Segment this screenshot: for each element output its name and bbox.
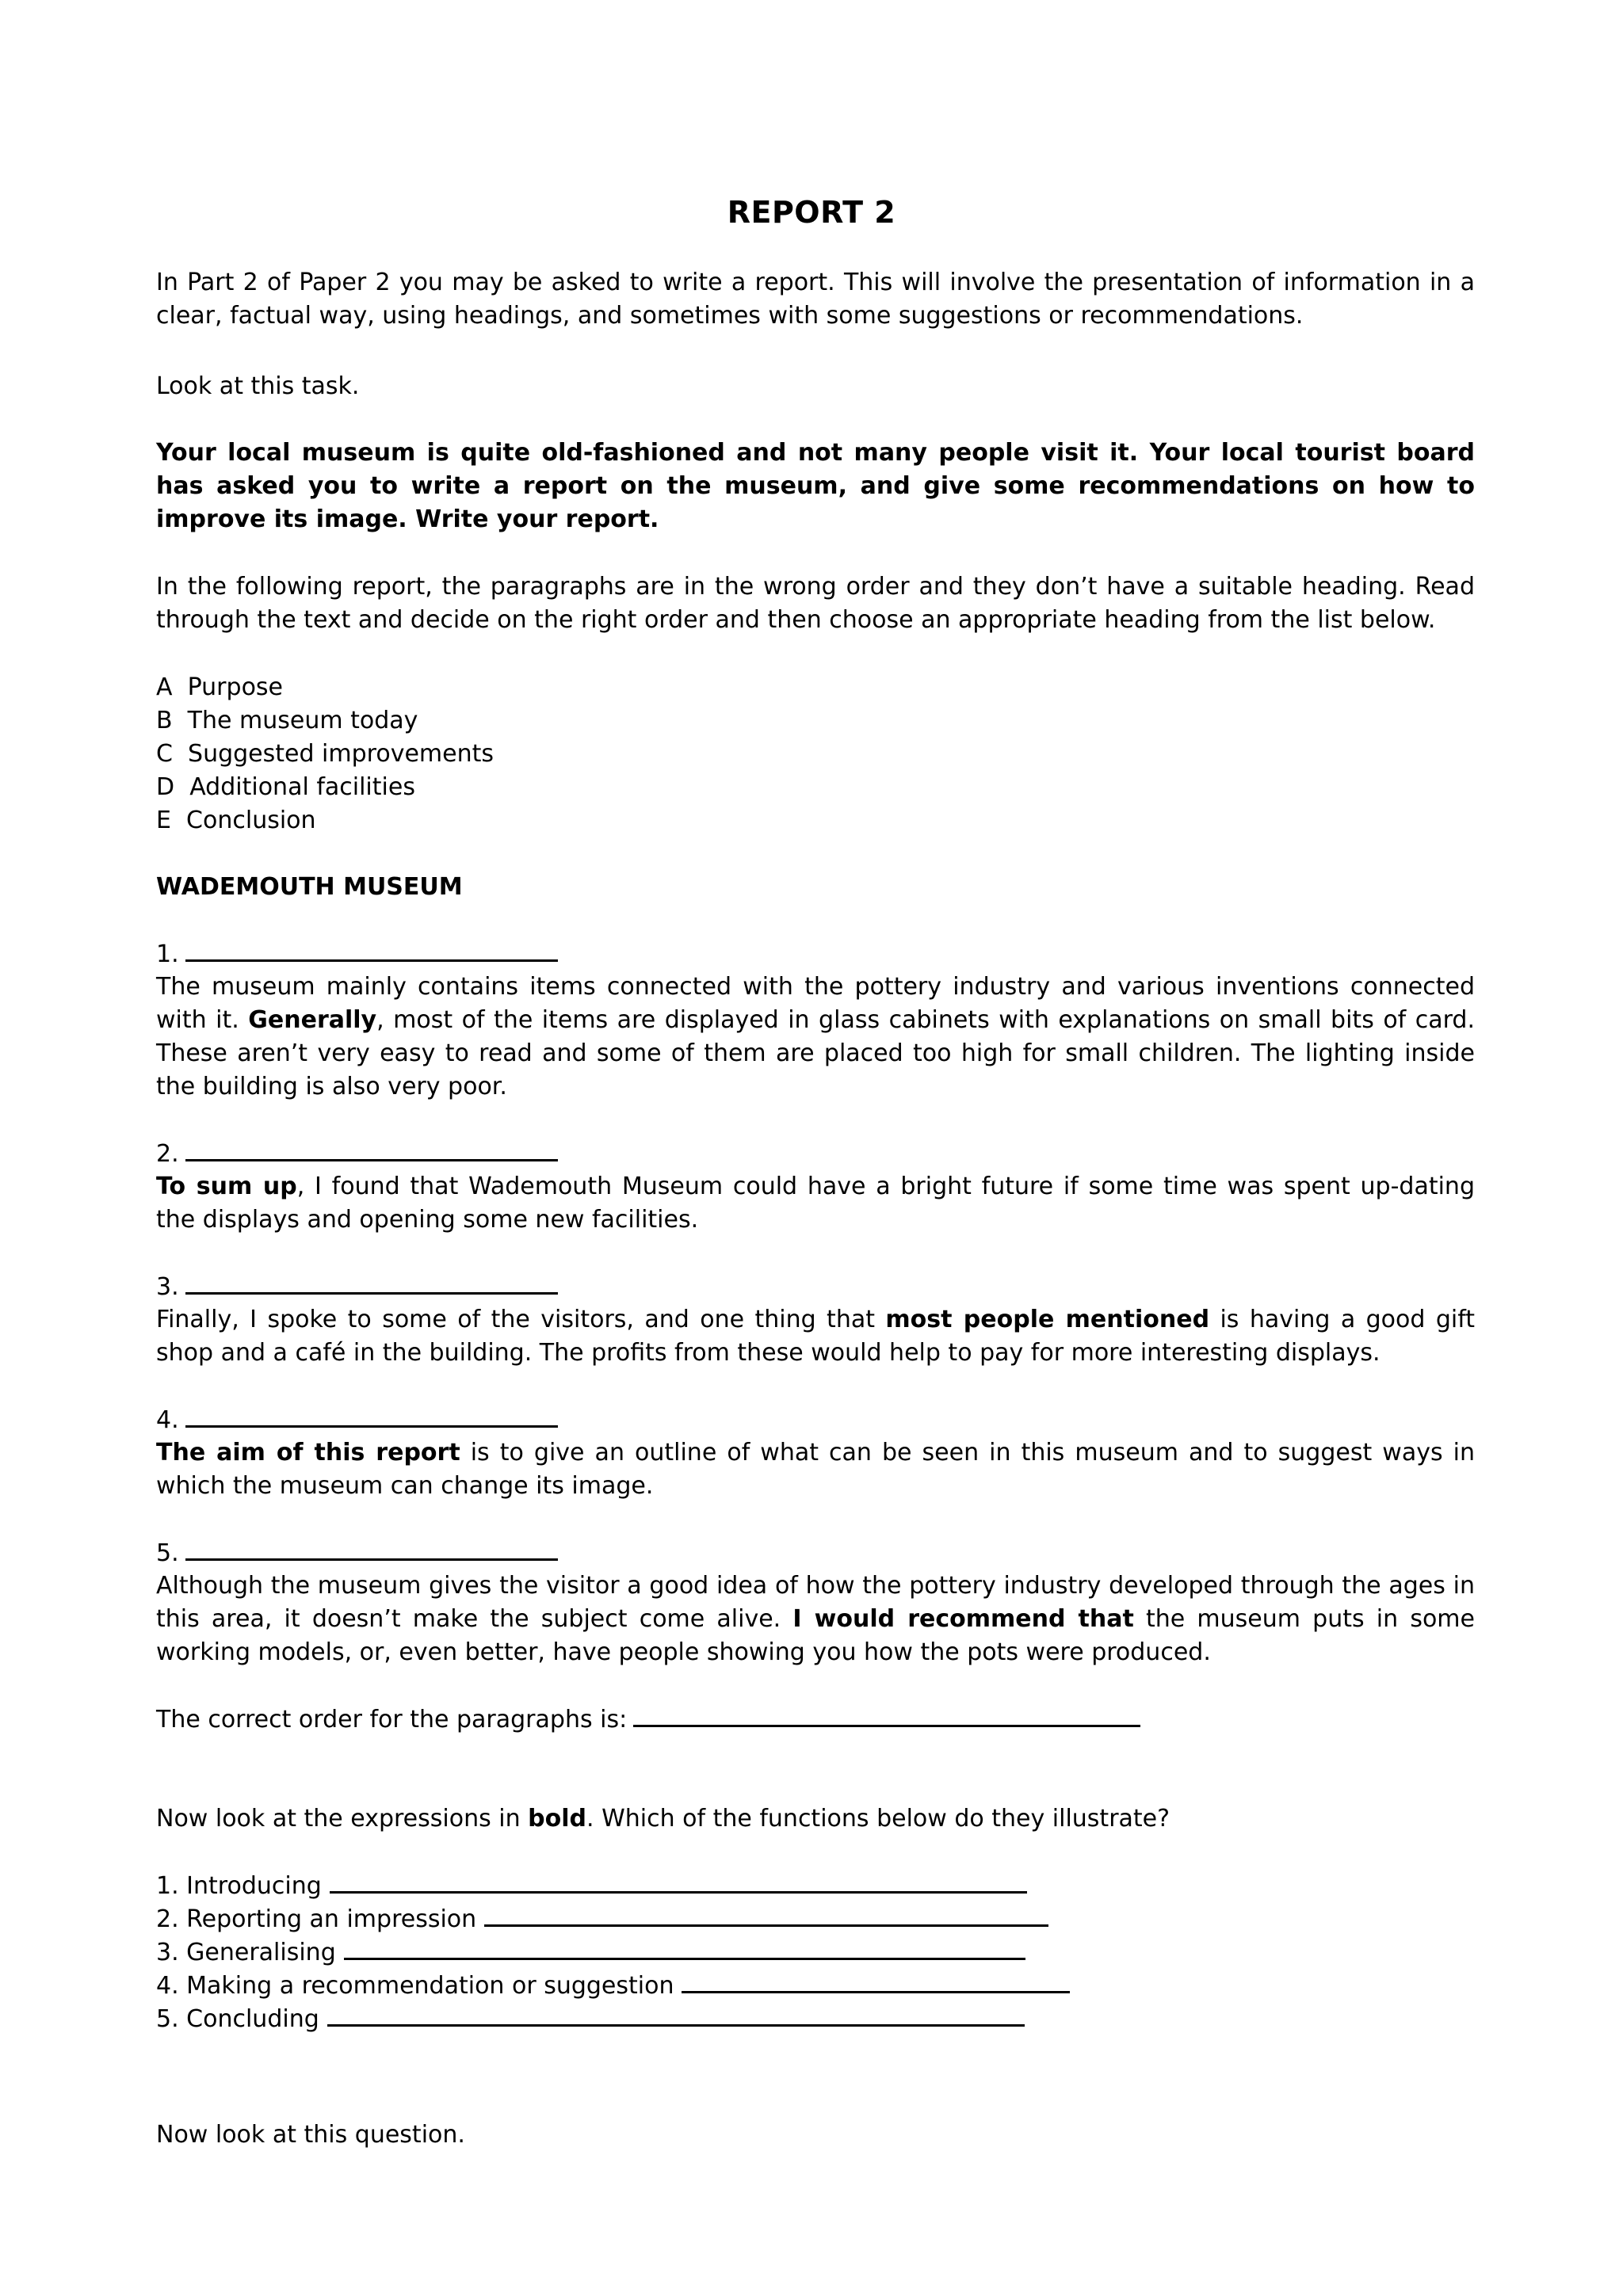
question-text: Now look at the expressions in [156,1805,529,1833]
function-answer-blank[interactable] [330,1869,1027,1894]
paragraph-number: 3. [156,1273,179,1301]
paragraph-1-heading-line [156,937,558,971]
function-item [156,1936,1025,1970]
function-item [156,1869,1027,1903]
order-answer-blank[interactable] [633,1703,1140,1727]
function-label: 4. Making a recommendation or suggestion [156,1972,674,2000]
intro-paragraph: In Part 2 of Paper 2 you may be asked to write a report. This will involve the presentation of information in a clear, factual way, using headings, and sometimes with some suggestions or recommendations. [156,269,1475,330]
paragraph-number: 4. [156,1406,179,1434]
paragraph-text: is to give an outline of what can be seen in this museum and to suggest ways in which the museum can change its image. [156,1439,1475,1500]
task-prompt: Your local museum is quite old-fashioned and not many people visit it. Your local tourist board has asked you to write a report on the museum, and give some recommendations on how to improve its image. Write your report. [156,439,1475,533]
heading-option-b [156,704,418,738]
heading-option-letter: E [156,807,171,834]
paragraph-number: 2. [156,1140,179,1168]
function-label: 5. Concluding [156,2005,319,2033]
report-title: WADEMOUTH MUSEUM [156,873,463,901]
paragraph-2-body [156,1170,1475,1237]
order-prompt: The correct order for the paragraphs is: [156,1706,628,1733]
bold-expression: To sum up [156,1173,297,1200]
bold-expression: most people mentioned [885,1306,1210,1333]
function-answer-blank[interactable] [327,2002,1025,2027]
paragraph-text: the museum puts in some working models, or, even better, have people showing you how the pots were produced. [156,1605,1475,1666]
function-item [156,1969,1070,2003]
paragraph-text: The museum mainly contains items connected with the pottery industry and various inventions connected with it. [156,973,1475,1034]
heading-option-c [156,738,494,771]
paragraph-text: is having a good gift shop and a café in the building. The profits from these would help to pay for more interesting displays. [156,1306,1476,1367]
page-title: REPORT 2 [727,195,896,230]
heading-option-text: Suggested improvements [188,740,494,768]
heading-option-letter: A [156,673,173,701]
final-prompt: Now look at this question. [156,2121,465,2149]
function-answer-blank[interactable] [484,1902,1048,1927]
heading-blank-3[interactable] [185,1270,558,1295]
heading-option-text: Purpose [187,673,284,701]
instructions-paragraph: In the following report, the paragraphs are in the wrong order and they don’t have a suitable heading. Read through the text and decide on the right order and then choose an appropriate heading from the list below. [156,573,1475,634]
look-task-text: Look at this task. [156,372,360,400]
function-answer-blank[interactable] [344,1936,1025,1960]
bold-expression: I would recommend that [792,1605,1134,1633]
heading-option-text: Additional facilities [189,773,415,801]
question-text: . Which of the functions below do they illustrate? [586,1805,1170,1833]
paragraph-3-body [156,1303,1475,1370]
heading-option-text: Conclusion [186,807,316,834]
bold-word: bold [528,1805,586,1833]
heading-blank-2[interactable] [185,1137,558,1161]
function-label: 2. Reporting an impression [156,1905,477,1933]
heading-blank-4[interactable] [185,1403,558,1428]
bold-question [156,1802,1170,1836]
heading-blank-5[interactable] [185,1536,558,1561]
heading-option-a [156,671,283,704]
function-item [156,2002,1025,2036]
function-label: 1. Introducing [156,1872,322,1900]
paragraph-text: Finally, I spoke to some of the visitors, and one thing that [156,1306,886,1333]
paragraph-1-body [156,971,1475,1104]
bold-expression: The aim of this report [156,1439,460,1466]
order-question-line [156,1703,1140,1737]
paragraph-text: Although the museum gives the visitor a good idea of how the pottery industry developed through the ages in this area, it doesn’t make the subject come alive. [156,1572,1475,1633]
paragraph-4-heading-line [156,1403,558,1437]
paragraph-5-body [156,1569,1475,1669]
paragraph-2-heading-line [156,1137,558,1171]
heading-option-d [156,771,415,804]
paragraph-text: , I found that Wademouth Museum could have a bright future if some time was spent up-dating the displays and opening some new facilities. [156,1173,1475,1234]
function-item [156,1902,1048,1936]
paragraph-3-heading-line [156,1270,558,1304]
paragraph-number: 1. [156,940,179,968]
heading-option-letter: B [156,707,173,734]
paragraph-4-body [156,1436,1475,1503]
paragraph-text: , most of the items are displayed in glass cabinets with explanations on small bits of card. These aren’t very easy to read and some of them are placed too high for small children. The lighting inside the building is also very poor. [156,1006,1475,1100]
function-label: 3. Generalising [156,1939,336,1966]
paragraph-5-heading-line [156,1536,558,1570]
paragraph-number: 5. [156,1539,179,1567]
heading-option-text: The museum today [187,707,418,734]
heading-option-letter: C [156,740,173,768]
function-answer-blank[interactable] [682,1969,1070,1993]
heading-option-letter: D [156,773,175,801]
heading-option-e [156,804,316,837]
heading-blank-1[interactable] [185,937,558,962]
bold-expression: Generally [248,1006,377,1034]
